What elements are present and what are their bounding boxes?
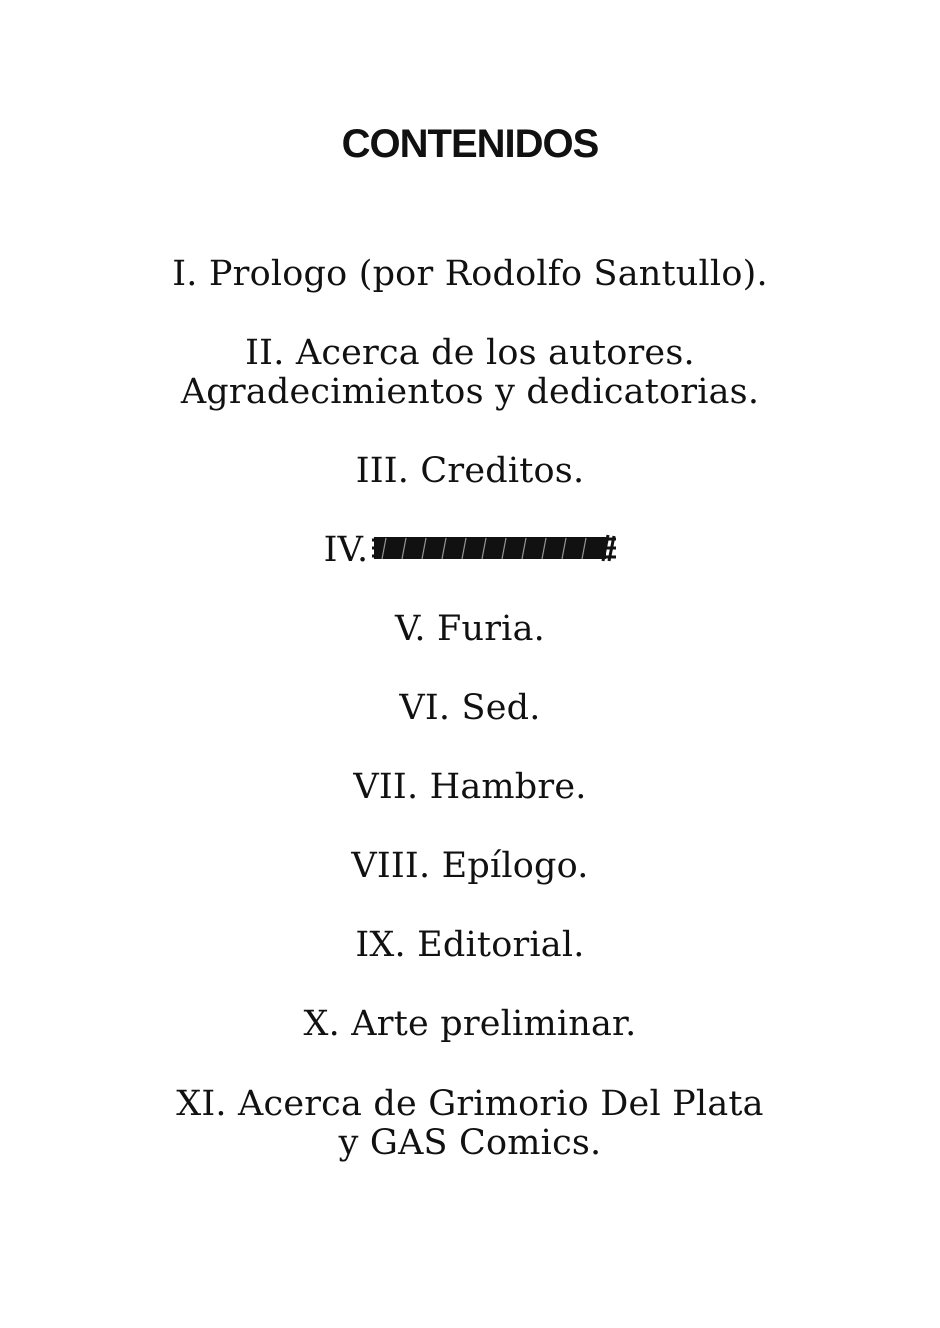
toc-entry-text: IX. Editorial. <box>355 925 585 965</box>
toc-entry-10 <box>0 1005 940 1044</box>
toc-entry-9 <box>0 926 940 965</box>
toc-entry-text: VIII. Epílogo. <box>351 846 589 886</box>
toc-entry-text: y GAS Comics. <box>338 1123 602 1163</box>
toc-entry-text: Agradecimientos y dedicatorias. <box>180 372 760 412</box>
page-title: CONTENIDOS <box>341 122 599 166</box>
toc-entry-text: V. Furia. <box>395 609 545 649</box>
toc-entry-2 <box>0 334 940 412</box>
toc-entry-11 <box>0 1085 940 1163</box>
toc-entry-text: VII. Hambre. <box>353 767 587 807</box>
toc-entry-6 <box>0 689 940 728</box>
toc-entry-text: VI. Sed. <box>399 688 541 728</box>
toc-entry-text: II. Acerca de los autores. <box>245 333 695 373</box>
toc-entry-5 <box>0 610 940 649</box>
toc-entry-4 <box>0 531 940 570</box>
toc-entry-line <box>0 531 940 570</box>
toc-entry-1 <box>0 255 940 294</box>
toc-entry-text: III. Creditos. <box>355 451 585 491</box>
toc-entry-text: IV. <box>323 530 369 570</box>
toc-entry-8 <box>0 847 940 886</box>
toc-entry-text: I. Prologo (por Rodolfo Santullo). <box>172 254 768 294</box>
toc-entry-3 <box>0 452 940 491</box>
toc-entry-text: X. Arte preliminar. <box>303 1004 637 1044</box>
redacted-scribble-icon <box>372 533 616 563</box>
toc-entry-text: XI. Acerca de Grimorio Del Plata <box>176 1084 764 1124</box>
toc-entry-7 <box>0 768 940 807</box>
